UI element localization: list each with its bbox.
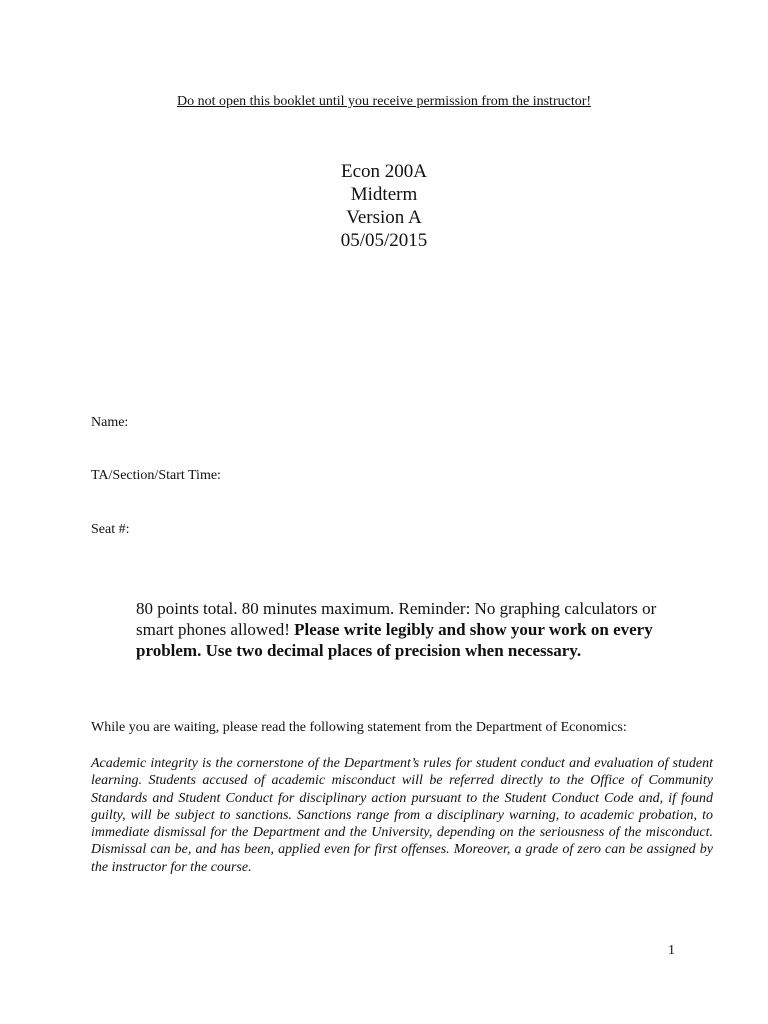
waiting-text: While you are waiting, please read the following statement from the Department of Economics: [91,720,627,735]
academic-integrity-statement: Academic integrity is the cornerstone of the Department’s rules for student conduct and evaluation of student learning. Students accused of academic misconduct will be referred directly to the Office of Community Standards and Student Conduct for disciplinary action pursuant to the Student Conduct Code and, if found guilty, will be subject to sanctions. Sanctions range from a disciplinary warning, to academic probation, to immediate dismissal for the Department and the University, depending on the seriousness of the misconduct. Dismissal can be, and has been, applied even for first offenses. Moreover, a grade of zero can be assigned by the instructor for the course. [91,756,713,875]
instructions-bold-text: Please write legibly and show your work on every problem. Use two decimal places of precision when necessary. [136,620,653,660]
exam-name: Midterm [350,184,418,205]
page-number: 1 [668,943,675,958]
ta-section-field-label: TA/Section/Start Time: [91,468,221,483]
booklet-notice: Do not open this booklet until you receive permission from the instructor! [176,94,592,109]
exam-date: 05/05/2015 [340,230,428,251]
exam-version: Version A [346,207,422,228]
exam-title-block [0,160,768,252]
instructions-plain-text: 80 points total. 80 minutes maximum. Reminder: No graphing calculators or smart phones allowed! [136,599,657,639]
seat-field-label: Seat #: [91,522,130,537]
exam-instructions [136,598,696,661]
name-field-label: Name: [91,415,129,430]
course-title: Econ 200A [340,161,427,182]
